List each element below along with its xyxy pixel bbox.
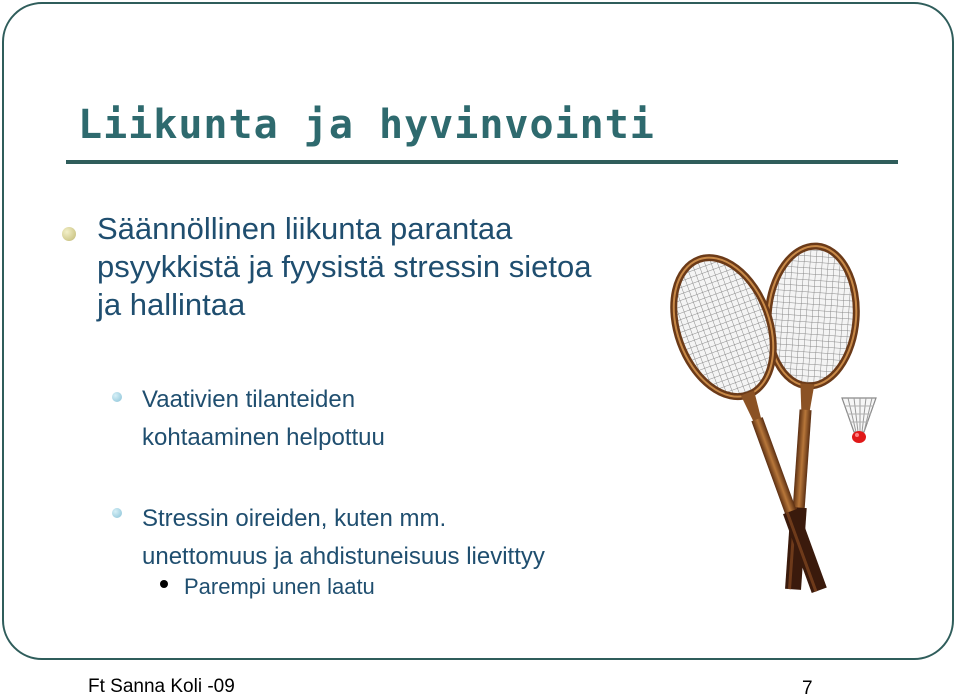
title-underline	[66, 160, 898, 164]
shuttlecock-icon	[842, 398, 876, 443]
sub-bullet-line: kohtaaminen helpottuu	[142, 424, 385, 451]
sub-sub-bullet-dot-icon	[160, 580, 168, 588]
sub-bullet-2	[142, 500, 545, 576]
bullet-main-text	[97, 210, 657, 324]
sub-bullet-dot-icon	[112, 508, 122, 518]
bullet-main-line: psyykkistä ja fyysistä stressin sietoa	[97, 249, 592, 284]
bullet-main-line: ja hallintaa	[97, 287, 246, 322]
sub-bullet-dot-icon	[112, 392, 122, 402]
slide-title: Liikunta ja hyvinvointi	[78, 102, 655, 148]
page-number: 7	[802, 678, 813, 699]
sub-bullet-line: Vaativien tilanteiden	[142, 386, 356, 413]
bullet-main-line: Säännöllinen liikunta parantaa	[97, 211, 513, 246]
sub-sub-bullet-text: Parempi unen laatu	[184, 574, 375, 599]
footer-author: Ft Sanna Koli -09	[88, 676, 235, 697]
bullet-main-dot-icon	[62, 227, 76, 241]
sub-bullet-line: Stressin oireiden, kuten mm.	[142, 505, 447, 532]
badminton-rackets-and-shuttlecock-icon	[662, 238, 892, 608]
sub-bullet-1	[142, 381, 385, 457]
sub-bullet-line: unettomuus ja ahdistuneisuus lievittyy	[142, 543, 545, 570]
